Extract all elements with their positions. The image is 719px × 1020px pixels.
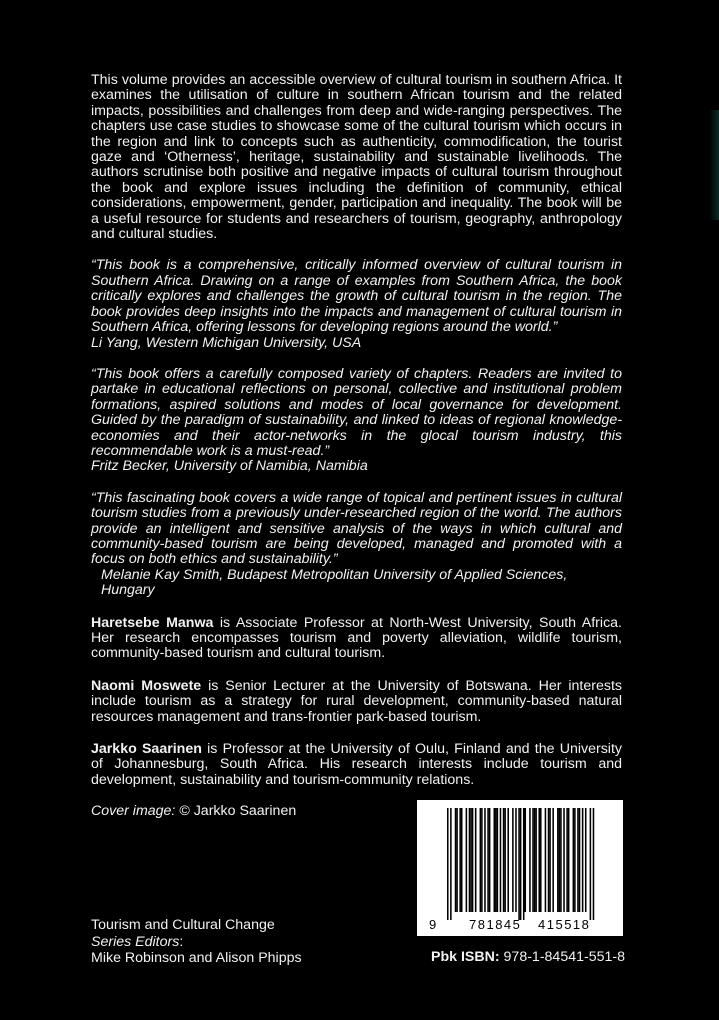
barcode-bar — [552, 808, 554, 912]
barcode-bar — [560, 808, 562, 912]
barcode-bar — [494, 808, 496, 912]
cover-image-label: Cover image: — [91, 803, 176, 819]
barcode-bar — [500, 808, 502, 912]
barcode-bar — [450, 808, 452, 920]
author-bio-text: is Professor at the University of Oulu, Finland and the University of Johannesburg, South Africa. His research interests include tourism and development, sustainability and tourism-community relations. — [91, 741, 622, 788]
barcode-bar — [523, 808, 525, 920]
barcode-bar — [459, 808, 461, 912]
barcode-bar — [545, 808, 547, 912]
author-bio — [91, 742, 622, 788]
series-editors-label: Series Editors — [91, 933, 180, 950]
barcode-bars — [417, 800, 623, 936]
series-editors-colon: : — [179, 933, 184, 950]
barcode-bar — [481, 808, 483, 912]
barcode-bar — [529, 808, 531, 912]
barcode-bar — [489, 808, 491, 912]
barcode-bar — [574, 808, 576, 912]
barcode-bar — [538, 808, 540, 912]
barcode-bar — [532, 808, 534, 912]
barcode-bar — [466, 808, 468, 912]
barcode-bar — [566, 808, 568, 912]
barcode-bar — [540, 808, 542, 912]
barcode-bar — [512, 808, 514, 912]
barcode-digit-first: 9 — [429, 917, 437, 932]
barcode-bar — [593, 808, 595, 920]
barcode-bar — [525, 808, 527, 912]
author-name: Haretsebe Manwa — [91, 614, 214, 631]
barcode-bar — [518, 808, 520, 920]
endorsement-attribution: Melanie Kay Smith, Budapest Metropolitan University of Applied Sciences, Hungary — [101, 566, 568, 599]
barcode-bar — [475, 808, 477, 912]
endorsement-text: “This fascinating book covers a wide range of topical and pertinent issues in cultural tourism studies from a previously under-researched region of the world. The authors provide an intelligent and sensitive analysis of the ways in which cultural and community-based tourism are being developed, managed and promoted with a focus on both ethics and sustainability.” — [91, 489, 622, 568]
barcode-bar — [515, 808, 517, 912]
barcode — [417, 800, 623, 936]
barcode-bar — [577, 808, 579, 912]
barcode-bar — [520, 808, 522, 920]
endorsement — [91, 367, 622, 475]
isbn-label: Pbk ISBN: — [431, 949, 500, 965]
barcode-digits — [417, 917, 623, 933]
barcode-bar — [461, 808, 463, 912]
cover-image-credit — [91, 803, 296, 819]
barcode-bar — [549, 808, 551, 912]
isbn-number: 978-1-84541-551-8 — [499, 949, 626, 965]
barcode-bar — [504, 808, 506, 912]
barcode-bar — [487, 808, 489, 912]
barcode-digits-right: 415518 — [538, 917, 591, 932]
endorsement-text: “This book offers a carefully composed variety of chapters. Readers are invited to partake in educational reflections on personal, collective and institutional problem formations, aspired solutions and modes of local governance for development. Guided by the paradigm of sustainability, and linked to ideas of regional knowledge-economies and their actor-networks in the glocal tourism industry, this recommendable work is a must-read.” — [91, 365, 622, 459]
barcode-bar — [469, 808, 471, 912]
endorsement-attribution: Li Yang, Western Michigan University, USA — [91, 334, 362, 351]
barcode-bar — [590, 808, 592, 920]
barcode-bar — [582, 808, 584, 912]
series-name: Tourism and Cultural Change — [91, 917, 275, 933]
barcode-bar — [456, 808, 458, 912]
author-bio-text: is Associate Professor at North-West University, South Africa. Her research encompasses tourism and poverty alleviation, wildlife tourism, community-based tourism and cultural tourism. — [91, 614, 622, 662]
barcode-bar — [484, 808, 486, 912]
endorsement — [91, 491, 622, 599]
barcode-bar — [559, 808, 561, 912]
cover-image-owner: © Jarkko Saarinen — [175, 803, 297, 819]
barcode-bar — [447, 808, 449, 920]
endorsement — [91, 258, 622, 350]
endorsement-text: “This book is a comprehensive, critically informed overview of cultural tourism in Southern Africa. Drawing on a range of examples from Southern Africa, the book critically explores and challenges the growth of cultural tourism in the region. The book provides deep insights into the impacts and management of cultural tourism in Southern Africa, offering lessons for developing regions around the world.” — [91, 257, 622, 336]
author-bio-text: is Senior Lecturer at the University of Botswana. Her interests include tourism as a strategy for rural development, community-based natural resources management and trans-frontier park-based tourism. — [91, 677, 622, 725]
isbn — [431, 949, 625, 965]
barcode-bar — [455, 808, 457, 912]
book-description: This volume provides an accessible overview of cultural tourism in southern Africa. It examines the utilisation of culture in southern African tourism and the related impacts, possibilities and challenges from deep and wide-ranging perspectives. The chapters use case studies to showcase some of the cultural tourism which occurs in the region and link to concepts such as authenticity, commodification, the tourist gaze and ‘Otherness’, heritage, sustainability and sustainable livelihoods. The authors scrutinise both positive and negative impacts of cultural tourism throughout the book and explore issues including the definition of community, ethical considerations, empowerment, gender, participation and inequality. The book will be a useful resource for students and researchers of tourism, geography, anthropology and cultural studies. — [91, 72, 622, 243]
barcode-bar — [534, 808, 536, 912]
barcode-bar — [472, 808, 474, 912]
barcode-bar — [568, 808, 570, 912]
barcode-bar — [497, 808, 499, 912]
barcode-bar — [573, 808, 575, 912]
author-bio — [91, 679, 622, 725]
endorsement-attribution: Fritz Becker, University of Namibia, Namibia — [91, 458, 368, 475]
barcode-digits-left: 781845 — [469, 917, 522, 932]
barcode-bar — [585, 808, 587, 912]
barcode-bar — [563, 808, 565, 912]
barcode-bar — [579, 808, 581, 912]
barcode-bar — [557, 808, 559, 912]
author-name: Naomi Moswete — [91, 677, 202, 694]
barcode-bar — [535, 808, 537, 912]
barcode-bar — [507, 808, 509, 912]
author-bio — [91, 616, 622, 662]
barcode-bar — [495, 808, 497, 912]
barcode-bar — [548, 808, 550, 912]
cover-edge-accent — [709, 110, 719, 220]
barcode-bar — [470, 808, 472, 912]
barcode-bar — [480, 808, 482, 912]
text-column — [91, 73, 622, 788]
series-info — [91, 917, 302, 967]
barcode-bar — [503, 808, 505, 912]
author-name: Jarkko Saarinen — [91, 741, 202, 758]
series-editors: Mike Robinson and Alison Phipps — [91, 950, 302, 967]
